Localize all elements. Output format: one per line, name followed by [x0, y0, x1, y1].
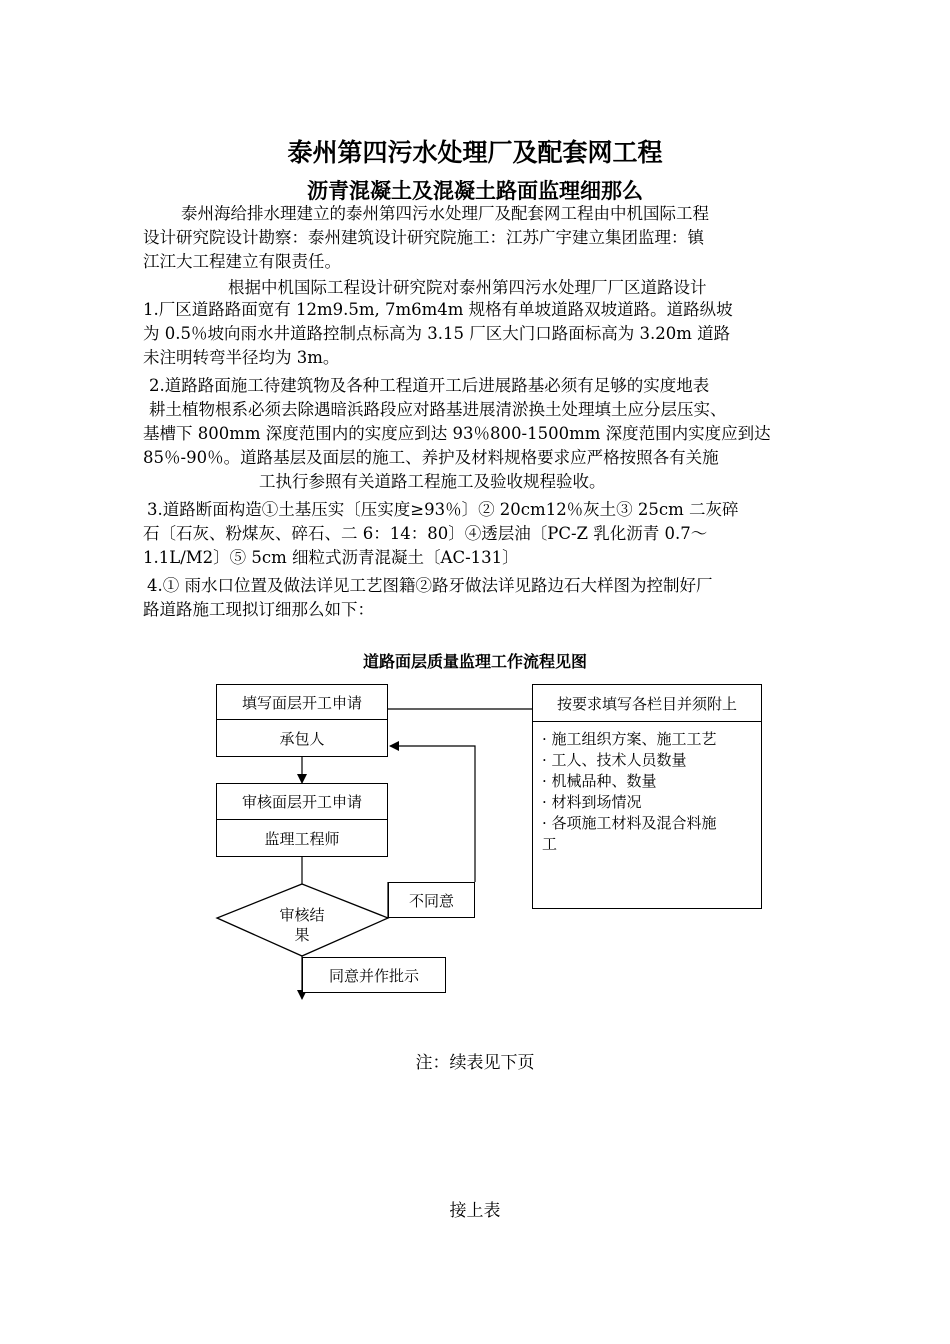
review-box	[216, 783, 388, 857]
text-line: 耕土植物根系必须去除遇暗浜路段应对路基进展清淤换土处理填土应分层压实、	[149, 400, 727, 419]
text-line: 85％-90％。道路基层及面层的施工、养护及材料规格要求应严格按照各有关施	[143, 448, 719, 467]
text-line: 根据中机国际工程设计研究院对泰州第四污水处理厂厂区道路设计	[228, 278, 707, 297]
text-line: 1.1L/M2〕⑤ 5cm 细粒式沥青混凝土〔AC-131〕	[143, 548, 519, 567]
text-line: 工执行参照有关道路工程施工及验收规程验收。	[259, 472, 606, 491]
document-subtitle: 沥青混凝土及混凝土路面监理细那么	[307, 179, 643, 203]
decision-label-line: 果	[294, 926, 310, 944]
list-item: 工	[542, 835, 558, 853]
text-line: 3.道路断面构造①土基压实〔压实度≥93％〕② 20cm12％灰土③ 25cm 二灰碎	[147, 500, 739, 519]
text-line: 江江大工程建立有限责任。	[143, 252, 341, 271]
document-title: 泰州第四污水处理厂及配套网工程	[287, 138, 663, 167]
list-item: · 工人、技术人员数量	[542, 751, 687, 769]
text-line: 泰州海给排水理建立的泰州第四污水处理厂及配套网工程由中机国际工程	[181, 204, 709, 223]
decision-label-line: 审核结	[279, 906, 325, 924]
text-line: 路道路施工现拟订细那么如下：	[143, 600, 374, 619]
review-box-bottom: 监理工程师	[264, 829, 340, 848]
list-item: · 各项施工材料及混合料施	[542, 814, 717, 832]
text-line: 2.道路路面施工待建筑物及各种工程道开工后进展路基必须有足够的实度地表	[149, 376, 710, 395]
text-line: 设计研究院设计勘察：泰州建筑设计研究院施工：江苏广宇建立集团监理：镇	[143, 228, 704, 247]
text-line: 未注明转弯半径均为 3m。	[143, 348, 340, 367]
reject-box	[388, 882, 475, 918]
approve-label: 同意并作批示	[328, 966, 419, 985]
decision-label	[262, 905, 342, 945]
side-panel-list	[542, 729, 757, 855]
apply-box-top: 填写面层开工申请	[217, 685, 387, 720]
list-item: · 施工组织方案、施工工艺	[542, 730, 717, 748]
apply-box-bottom: 承包人	[279, 729, 325, 748]
continued-note: 注：续表见下页	[415, 1053, 535, 1073]
continued-from-label: 接上表	[449, 1201, 501, 1221]
side-panel	[532, 684, 762, 909]
text-line: 基槽下 800mm 深度范围内的实度应到达 93％800-1500mm 深度范围内实度应到达	[143, 424, 771, 443]
text-line: 4.① 雨水口位置及做法详见工艺图籍②路牙做法详见路边石大样图为控制好厂	[147, 576, 713, 595]
list-item: · 机械品种、数量	[542, 772, 657, 790]
approve-box	[302, 957, 446, 993]
reject-label: 不同意	[408, 891, 454, 910]
flowchart-title: 道路面层质量监理工作流程见图	[362, 652, 587, 671]
reject-loop-arrow	[390, 746, 475, 882]
side-panel-header: 按要求填写各栏目并须附上	[533, 685, 761, 722]
text-line: 1.厂区道路路面宽有 12m9.5m, 7m6m4m 规格有单坡道路双坡道路。道路纵坡	[143, 300, 733, 319]
text-line: 为 0.5％坡向雨水井道路控制点标高为 3.15 厂区大门口路面标高为 3.20m 道路	[143, 324, 731, 343]
text-line: 石〔石灰、粉煤灰、碎石、二 6：14：80〕④透层油〔PC-Z 乳化沥青 0.7～	[143, 524, 708, 543]
apply-box	[216, 684, 388, 757]
list-item: · 材料到场情况	[542, 793, 642, 811]
review-box-top: 审核面层开工申请	[217, 784, 387, 820]
